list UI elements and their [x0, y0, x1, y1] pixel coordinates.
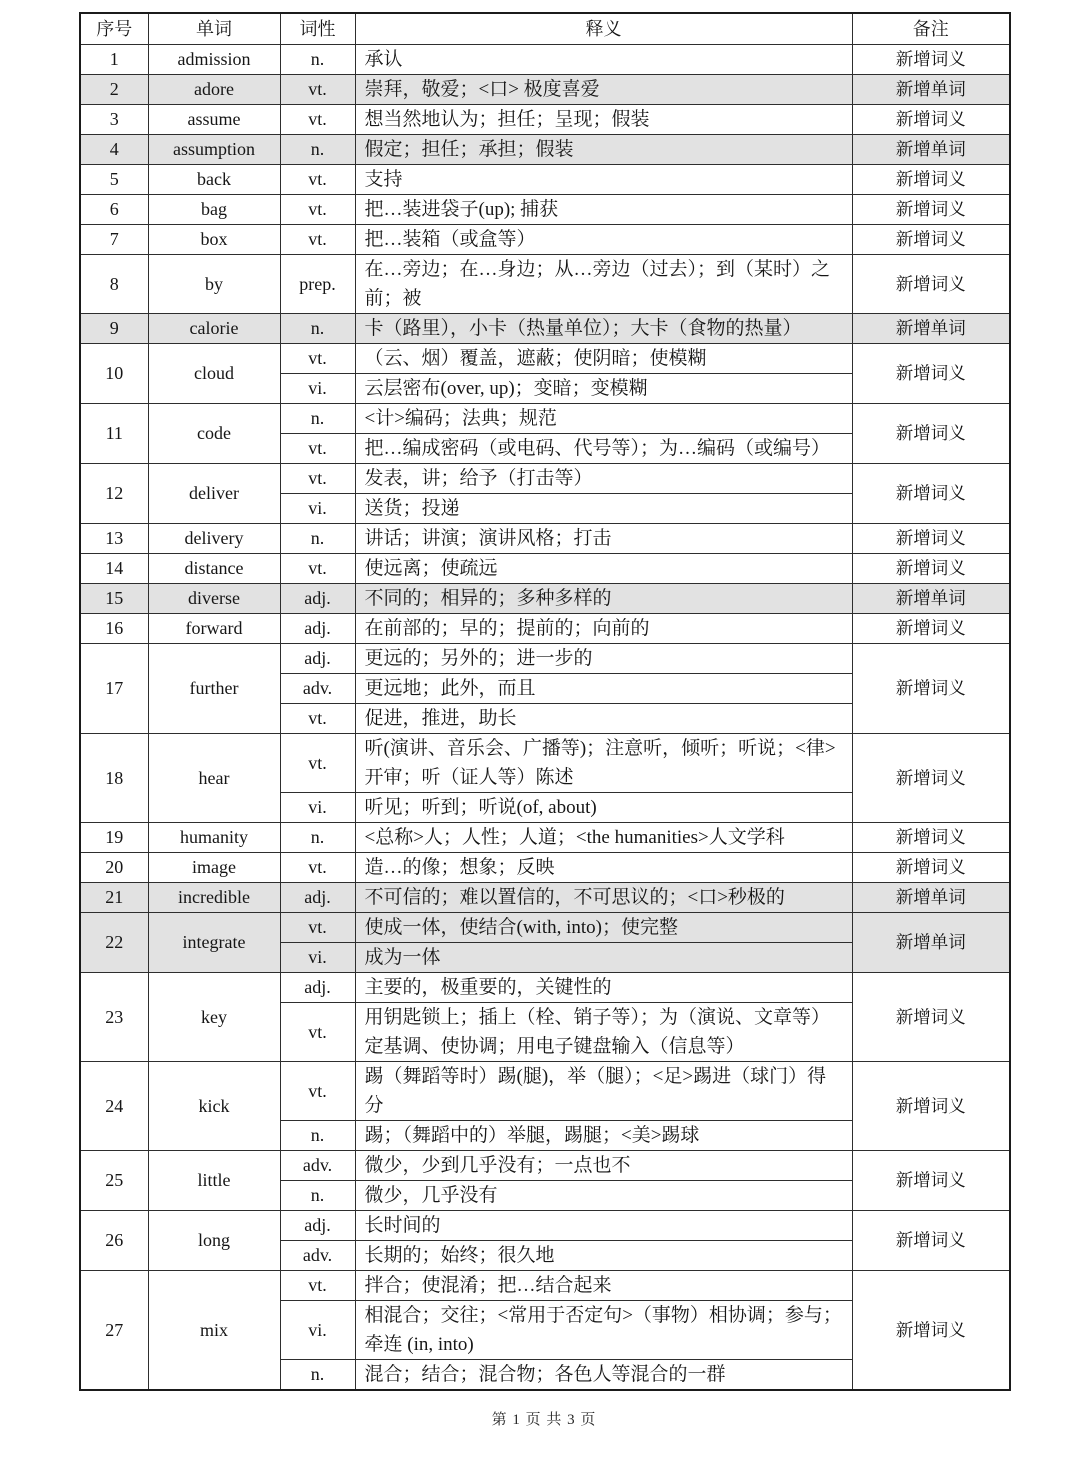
word-cell: code [148, 404, 280, 464]
word-cell: humanity [148, 823, 280, 853]
word-cell: cloud [148, 344, 280, 404]
vocab-row [80, 524, 1010, 554]
pos-cell: vt. [280, 165, 355, 195]
word-cell: hear [148, 734, 280, 823]
vocab-row [80, 1062, 1010, 1121]
row-number-cell: 2 [80, 75, 148, 105]
pos-cell: vi. [280, 793, 355, 823]
pos-cell: vt. [280, 1062, 355, 1121]
vocab-row [80, 554, 1010, 584]
remark-cell: 新增词义 [852, 404, 1010, 464]
definition-cell: 假定；担任；承担；假装 [355, 135, 852, 165]
word-cell: calorie [148, 314, 280, 344]
row-number-cell: 24 [80, 1062, 148, 1151]
remark-cell: 新增词义 [852, 1271, 1010, 1391]
vocab-row [80, 584, 1010, 614]
page-footer: 第 1 页 共 3 页 [491, 1412, 597, 1428]
row-number-cell: 3 [80, 105, 148, 135]
remark-cell: 新增单词 [852, 883, 1010, 913]
remark-cell: 新增词义 [852, 524, 1010, 554]
vocab-row [80, 105, 1010, 135]
definition-cell: 支持 [355, 165, 852, 195]
word-cell: long [148, 1211, 280, 1271]
pos-cell: n. [280, 524, 355, 554]
row-number-cell: 22 [80, 913, 148, 973]
pos-cell: n. [280, 404, 355, 434]
pos-cell: vt. [280, 195, 355, 225]
vocab-row [80, 853, 1010, 883]
row-number-cell: 26 [80, 1211, 148, 1271]
definition-cell: 使远离；使疏远 [355, 554, 852, 584]
vocab-row [80, 404, 1010, 434]
vocab-row [80, 225, 1010, 255]
definition-cell: 踢；（舞蹈中的）举腿，踢腿；<美>踢球 [355, 1121, 852, 1151]
remark-cell: 新增词义 [852, 225, 1010, 255]
pos-cell: adv. [280, 1151, 355, 1181]
definition-cell: 把…装进袋子(up); 捕获 [355, 195, 852, 225]
pos-cell: adj. [280, 973, 355, 1003]
row-number-cell: 23 [80, 973, 148, 1062]
pos-cell: adj. [280, 883, 355, 913]
pos-cell: vt. [280, 75, 355, 105]
vocab-row [80, 464, 1010, 494]
col-header-number: 序号 [80, 13, 148, 45]
remark-cell: 新增词义 [852, 1211, 1010, 1271]
pos-cell: adj. [280, 584, 355, 614]
vocab-row [80, 883, 1010, 913]
word-cell: by [148, 255, 280, 314]
pos-cell: n. [280, 823, 355, 853]
definition-cell: 承认 [355, 45, 852, 75]
pos-cell: vt. [280, 913, 355, 943]
definition-cell: <计>编码；法典；规范 [355, 404, 852, 434]
word-cell: image [148, 853, 280, 883]
remark-cell: 新增词义 [852, 644, 1010, 734]
row-number-cell: 10 [80, 344, 148, 404]
row-number-cell: 20 [80, 853, 148, 883]
pos-cell: n. [280, 45, 355, 75]
pos-cell: adj. [280, 614, 355, 644]
row-number-cell: 14 [80, 554, 148, 584]
remark-cell: 新增单词 [852, 135, 1010, 165]
row-number-cell: 11 [80, 404, 148, 464]
pos-cell: adv. [280, 674, 355, 704]
remark-cell: 新增词义 [852, 344, 1010, 404]
definition-cell: 微少，少到几乎没有；一点也不 [355, 1151, 852, 1181]
remark-cell: 新增词义 [852, 823, 1010, 853]
row-number-cell: 7 [80, 225, 148, 255]
remark-cell: 新增单词 [852, 314, 1010, 344]
vocab-row [80, 165, 1010, 195]
definition-cell: 微少，几乎没有 [355, 1181, 852, 1211]
word-cell: admission [148, 45, 280, 75]
row-number-cell: 21 [80, 883, 148, 913]
definition-cell: 想当然地认为；担任；呈现；假装 [355, 105, 852, 135]
remark-cell: 新增词义 [852, 734, 1010, 823]
row-number-cell: 17 [80, 644, 148, 734]
vocab-row [80, 1211, 1010, 1241]
pos-cell: prep. [280, 255, 355, 314]
remark-cell: 新增词义 [852, 464, 1010, 524]
row-number-cell: 15 [80, 584, 148, 614]
remark-cell: 新增词义 [852, 195, 1010, 225]
pos-cell: vt. [280, 1003, 355, 1062]
vocab-row [80, 913, 1010, 943]
word-cell: key [148, 973, 280, 1062]
definition-cell: 主要的，极重要的，关键性的 [355, 973, 852, 1003]
pos-cell: vi. [280, 943, 355, 973]
word-cell: kick [148, 1062, 280, 1151]
vocab-table-body [80, 45, 1010, 1391]
pos-cell: adv. [280, 1241, 355, 1271]
remark-cell: 新增词义 [852, 45, 1010, 75]
definition-cell: 使成一体，使结合(with, into)；使完整 [355, 913, 852, 943]
definition-cell: （云、烟）覆盖，遮蔽；使阴暗；使模糊 [355, 344, 852, 374]
row-number-cell: 13 [80, 524, 148, 554]
definition-cell: 把…编成密码（或电码、代号等）；为…编码（或编号） [355, 434, 852, 464]
pos-cell: vt. [280, 105, 355, 135]
remark-cell: 新增词义 [852, 255, 1010, 314]
definition-cell: 相混合；交往；<常用于否定句>（事物）相协调；参与；牵连 (in, into) [355, 1301, 852, 1360]
definition-cell: 在前部的；早的；提前的；向前的 [355, 614, 852, 644]
vocab-row [80, 614, 1010, 644]
col-header-definition: 释义 [355, 13, 852, 45]
remark-cell: 新增词义 [852, 554, 1010, 584]
word-cell: deliver [148, 464, 280, 524]
definition-cell: 发表，讲；给予（打击等） [355, 464, 852, 494]
vocab-row [80, 734, 1010, 793]
vocab-row [80, 195, 1010, 225]
definition-cell: 踢（舞蹈等时）踢(腿)，举（腿）；<足>踢进（球门）得分 [355, 1062, 852, 1121]
word-cell: adore [148, 75, 280, 105]
pos-cell: vt. [280, 434, 355, 464]
col-header-pos: 词性 [280, 13, 355, 45]
word-cell: box [148, 225, 280, 255]
pos-cell: vt. [280, 853, 355, 883]
vocab-row [80, 135, 1010, 165]
row-number-cell: 1 [80, 45, 148, 75]
definition-cell: 在…旁边；在…身边；从…旁边（过去）；到（某时）之前；被 [355, 255, 852, 314]
pos-cell: vi. [280, 374, 355, 404]
definition-cell: 造…的像；想象；反映 [355, 853, 852, 883]
remark-cell: 新增词义 [852, 853, 1010, 883]
col-header-remark: 备注 [852, 13, 1010, 45]
table-header-row [80, 13, 1010, 45]
row-number-cell: 27 [80, 1271, 148, 1391]
definition-cell: 不同的；相异的；多种多样的 [355, 584, 852, 614]
word-cell: integrate [148, 913, 280, 973]
remark-cell: 新增单词 [852, 584, 1010, 614]
remark-cell: 新增词义 [852, 1062, 1010, 1151]
word-cell: incredible [148, 883, 280, 913]
row-number-cell: 19 [80, 823, 148, 853]
word-cell: mix [148, 1271, 280, 1391]
vocab-row [80, 823, 1010, 853]
pos-cell: n. [280, 135, 355, 165]
row-number-cell: 5 [80, 165, 148, 195]
pos-cell: vt. [280, 344, 355, 374]
remark-cell: 新增词义 [852, 1151, 1010, 1211]
pos-cell: vt. [280, 734, 355, 793]
word-cell: bag [148, 195, 280, 225]
pos-cell: adj. [280, 644, 355, 674]
pos-cell: vi. [280, 494, 355, 524]
definition-cell: 云层密布(over, up)；变暗；变模糊 [355, 374, 852, 404]
definition-cell: 把…装箱（或盒等） [355, 225, 852, 255]
definition-cell: 促进，推进，助长 [355, 704, 852, 734]
definition-cell: 卡（路里），小卡（热量单位）；大卡（食物的热量） [355, 314, 852, 344]
row-number-cell: 18 [80, 734, 148, 823]
pos-cell: vt. [280, 1271, 355, 1301]
word-cell: distance [148, 554, 280, 584]
word-cell: forward [148, 614, 280, 644]
definition-cell: 长期的；始终；很久地 [355, 1241, 852, 1271]
pos-cell: vt. [280, 464, 355, 494]
definition-cell: 听见；听到；听说(of, about) [355, 793, 852, 823]
word-cell: little [148, 1151, 280, 1211]
vocab-row [80, 644, 1010, 674]
definition-cell: 长时间的 [355, 1211, 852, 1241]
vocabulary-table [79, 12, 1011, 1391]
definition-cell: 更远地；此外，而且 [355, 674, 852, 704]
pos-cell: vt. [280, 704, 355, 734]
definition-cell: 用钥匙锁上；插上（栓、销子等）；为（演说、文章等）定基调、使协调；用电子键盘输入（信息等） [355, 1003, 852, 1062]
pos-cell: vt. [280, 225, 355, 255]
row-number-cell: 9 [80, 314, 148, 344]
remark-cell: 新增单词 [852, 75, 1010, 105]
vocab-row [80, 255, 1010, 314]
definition-cell: 更远的；另外的；进一步的 [355, 644, 852, 674]
pos-cell: vt. [280, 554, 355, 584]
row-number-cell: 8 [80, 255, 148, 314]
definition-cell: <总称>人；人性；人道；<the humanities>人文学科 [355, 823, 852, 853]
remark-cell: 新增词义 [852, 614, 1010, 644]
row-number-cell: 4 [80, 135, 148, 165]
col-header-word: 单词 [148, 13, 280, 45]
pos-cell: n. [280, 314, 355, 344]
word-cell: delivery [148, 524, 280, 554]
definition-cell: 成为一体 [355, 943, 852, 973]
definition-cell: 送货；投递 [355, 494, 852, 524]
pos-cell: n. [280, 1121, 355, 1151]
remark-cell: 新增词义 [852, 165, 1010, 195]
word-cell: diverse [148, 584, 280, 614]
definition-cell: 不可信的；难以置信的，不可思议的；<口>秒极的 [355, 883, 852, 913]
pos-cell: n. [280, 1360, 355, 1391]
vocab-row [80, 1271, 1010, 1301]
pos-cell: vi. [280, 1301, 355, 1360]
row-number-cell: 16 [80, 614, 148, 644]
definition-cell: 听(演讲、音乐会、广播等)；注意听，倾听；听说；<律>开审；听（证人等）陈述 [355, 734, 852, 793]
pos-cell: adj. [280, 1211, 355, 1241]
word-cell: assumption [148, 135, 280, 165]
definition-cell: 崇拜，敬爱；<口> 极度喜爱 [355, 75, 852, 105]
row-number-cell: 6 [80, 195, 148, 225]
vocab-row [80, 973, 1010, 1003]
vocab-row [80, 314, 1010, 344]
vocab-row [80, 75, 1010, 105]
remark-cell: 新增单词 [852, 913, 1010, 973]
remark-cell: 新增词义 [852, 105, 1010, 135]
vocab-row [80, 45, 1010, 75]
word-cell: further [148, 644, 280, 734]
row-number-cell: 12 [80, 464, 148, 524]
word-cell: assume [148, 105, 280, 135]
definition-cell: 讲话；讲演；演讲风格；打击 [355, 524, 852, 554]
vocab-row [80, 344, 1010, 374]
remark-cell: 新增词义 [852, 973, 1010, 1062]
pos-cell: n. [280, 1181, 355, 1211]
definition-cell: 混合；结合；混合物；各色人等混合的一群 [355, 1360, 852, 1391]
vocab-row [80, 1151, 1010, 1181]
row-number-cell: 25 [80, 1151, 148, 1211]
definition-cell: 拌合；使混淆；把…结合起来 [355, 1271, 852, 1301]
word-cell: back [148, 165, 280, 195]
